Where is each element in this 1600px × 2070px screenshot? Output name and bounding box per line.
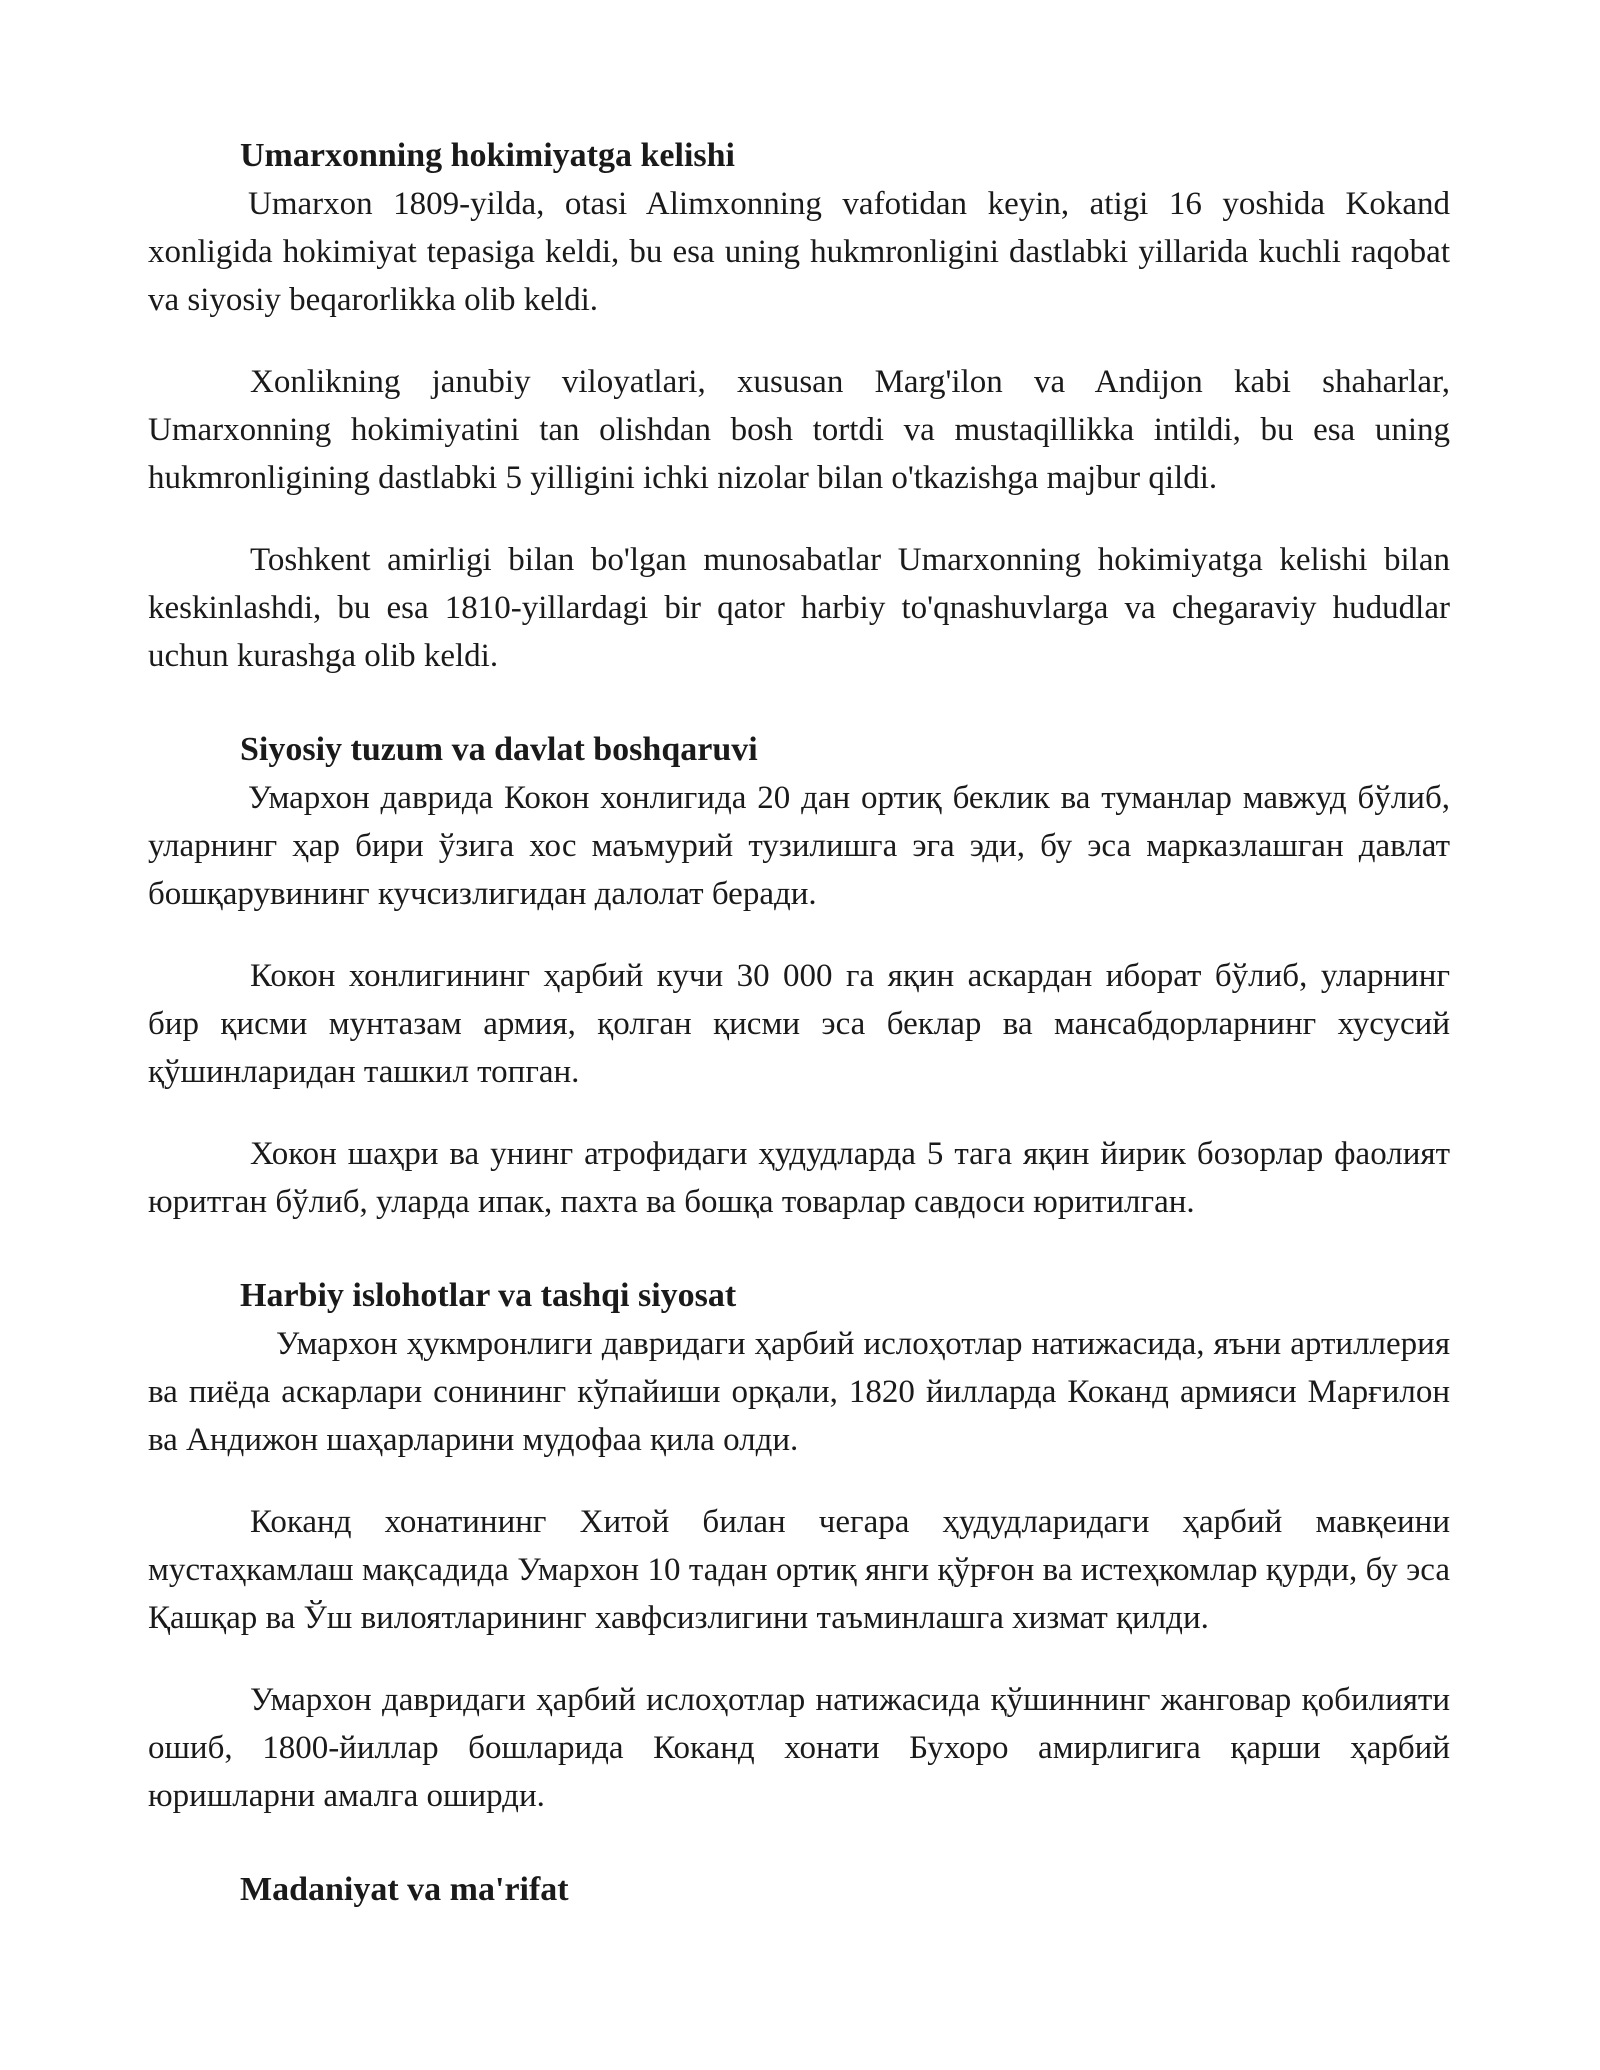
paragraph: Коканд хонатининг Хитой билан чегара ҳудудларидаги ҳарбий мавқеини мустаҳкамлаш мақсадида Умархон 10 тадан ортиқ янги қўрғон ва истеҳкомлар қурди, бу эса Қашқар ва Ўш вилоятларининг хавфсизлигини таъминлашга хизмат қилди. xyxy=(148,1504,1450,1636)
section-heading: Umarxonning hokimiyatga kelishi xyxy=(240,137,735,174)
section-heading: Harbiy islohotlar va tashqi siyosat xyxy=(240,1277,737,1314)
paragraph: Кокон хонлигининг ҳарбий кучи 30 000 га яқин аскардан иборат бўлиб, уларнинг бир қисми мунтазам армия, қолган қисми эса беклар ва мансабдорларнинг хусусий қўшинларидан ташкил топган. xyxy=(148,958,1450,1090)
paragraph: Умархон давридаги ҳарбий ислоҳотлар натижасида қўшиннинг жанговар қобилияти ошиб, 1800-йиллар бошларида Коканд хонати Бухоро амирлигига қарши ҳарбий юришларни амалга оширди. xyxy=(148,1682,1450,1814)
paragraph: Хокон шаҳри ва унинг атрофидаги ҳудудларда 5 тага яқин йирик бозорлар фаолият юритган бўлиб, уларда ипак, пахта ва бошқа товарлар савдоси юритилган. xyxy=(148,1136,1450,1220)
paragraph: Xonlikning janubiy viloyatlari, xususan Marg'ilon va Andijon kabi shaharlar, Umarxonning hokimiyatini tan olishdan bosh tortdi va mustaqillikka intildi, bu esa uning hukmronligining dastlabki 5 yilligini ichki nizolar bilan o'tkazishga majbur qildi. xyxy=(148,364,1450,496)
paragraph: Умархон ҳукмронлиги давридаги ҳарбий ислоҳотлар натижасида, яъни артиллерия ва пиёда аскарлари сонининг кўпайиши орқали, 1820 йилларда Коканд армияси Марғилон ва Андижон шаҳарларини мудофаа қила олди. xyxy=(148,1326,1450,1458)
paragraph: Умархон даврида Кокон хонлигида 20 дан ортиқ беклик ва туманлар мавжуд бўлиб, уларнинг ҳар бири ўзига хос маъмурий тузилишга эга эди, бу эса марказлашган давлат бошқарувининг кучсизлигидан далолат беради. xyxy=(148,780,1450,912)
paragraph: Toshkent amirligi bilan bo'lgan munosabatlar Umarxonning hokimiyatga kelishi bilan keskinlashdi, bu esa 1810-yillardagi bir qator harbiy to'qnashuvlarga va chegaraviy hududlar uchun kurashga olib keldi. xyxy=(148,542,1450,674)
section-heading: Madaniyat va ma'rifat xyxy=(240,1871,569,1908)
section-heading: Siyosiy tuzum va davlat boshqaruvi xyxy=(240,731,758,768)
document-page xyxy=(148,132,1450,1914)
paragraph: Umarxon 1809-yilda, otasi Alimxonning vafotidan keyin, atigi 16 yoshida Kokand xonligida hokimiyat tepasiga keldi, bu esa uning hukmronligini dastlabki yillarida kuchli raqobat va siyosiy beqarorlikka olib keldi. xyxy=(148,186,1450,318)
